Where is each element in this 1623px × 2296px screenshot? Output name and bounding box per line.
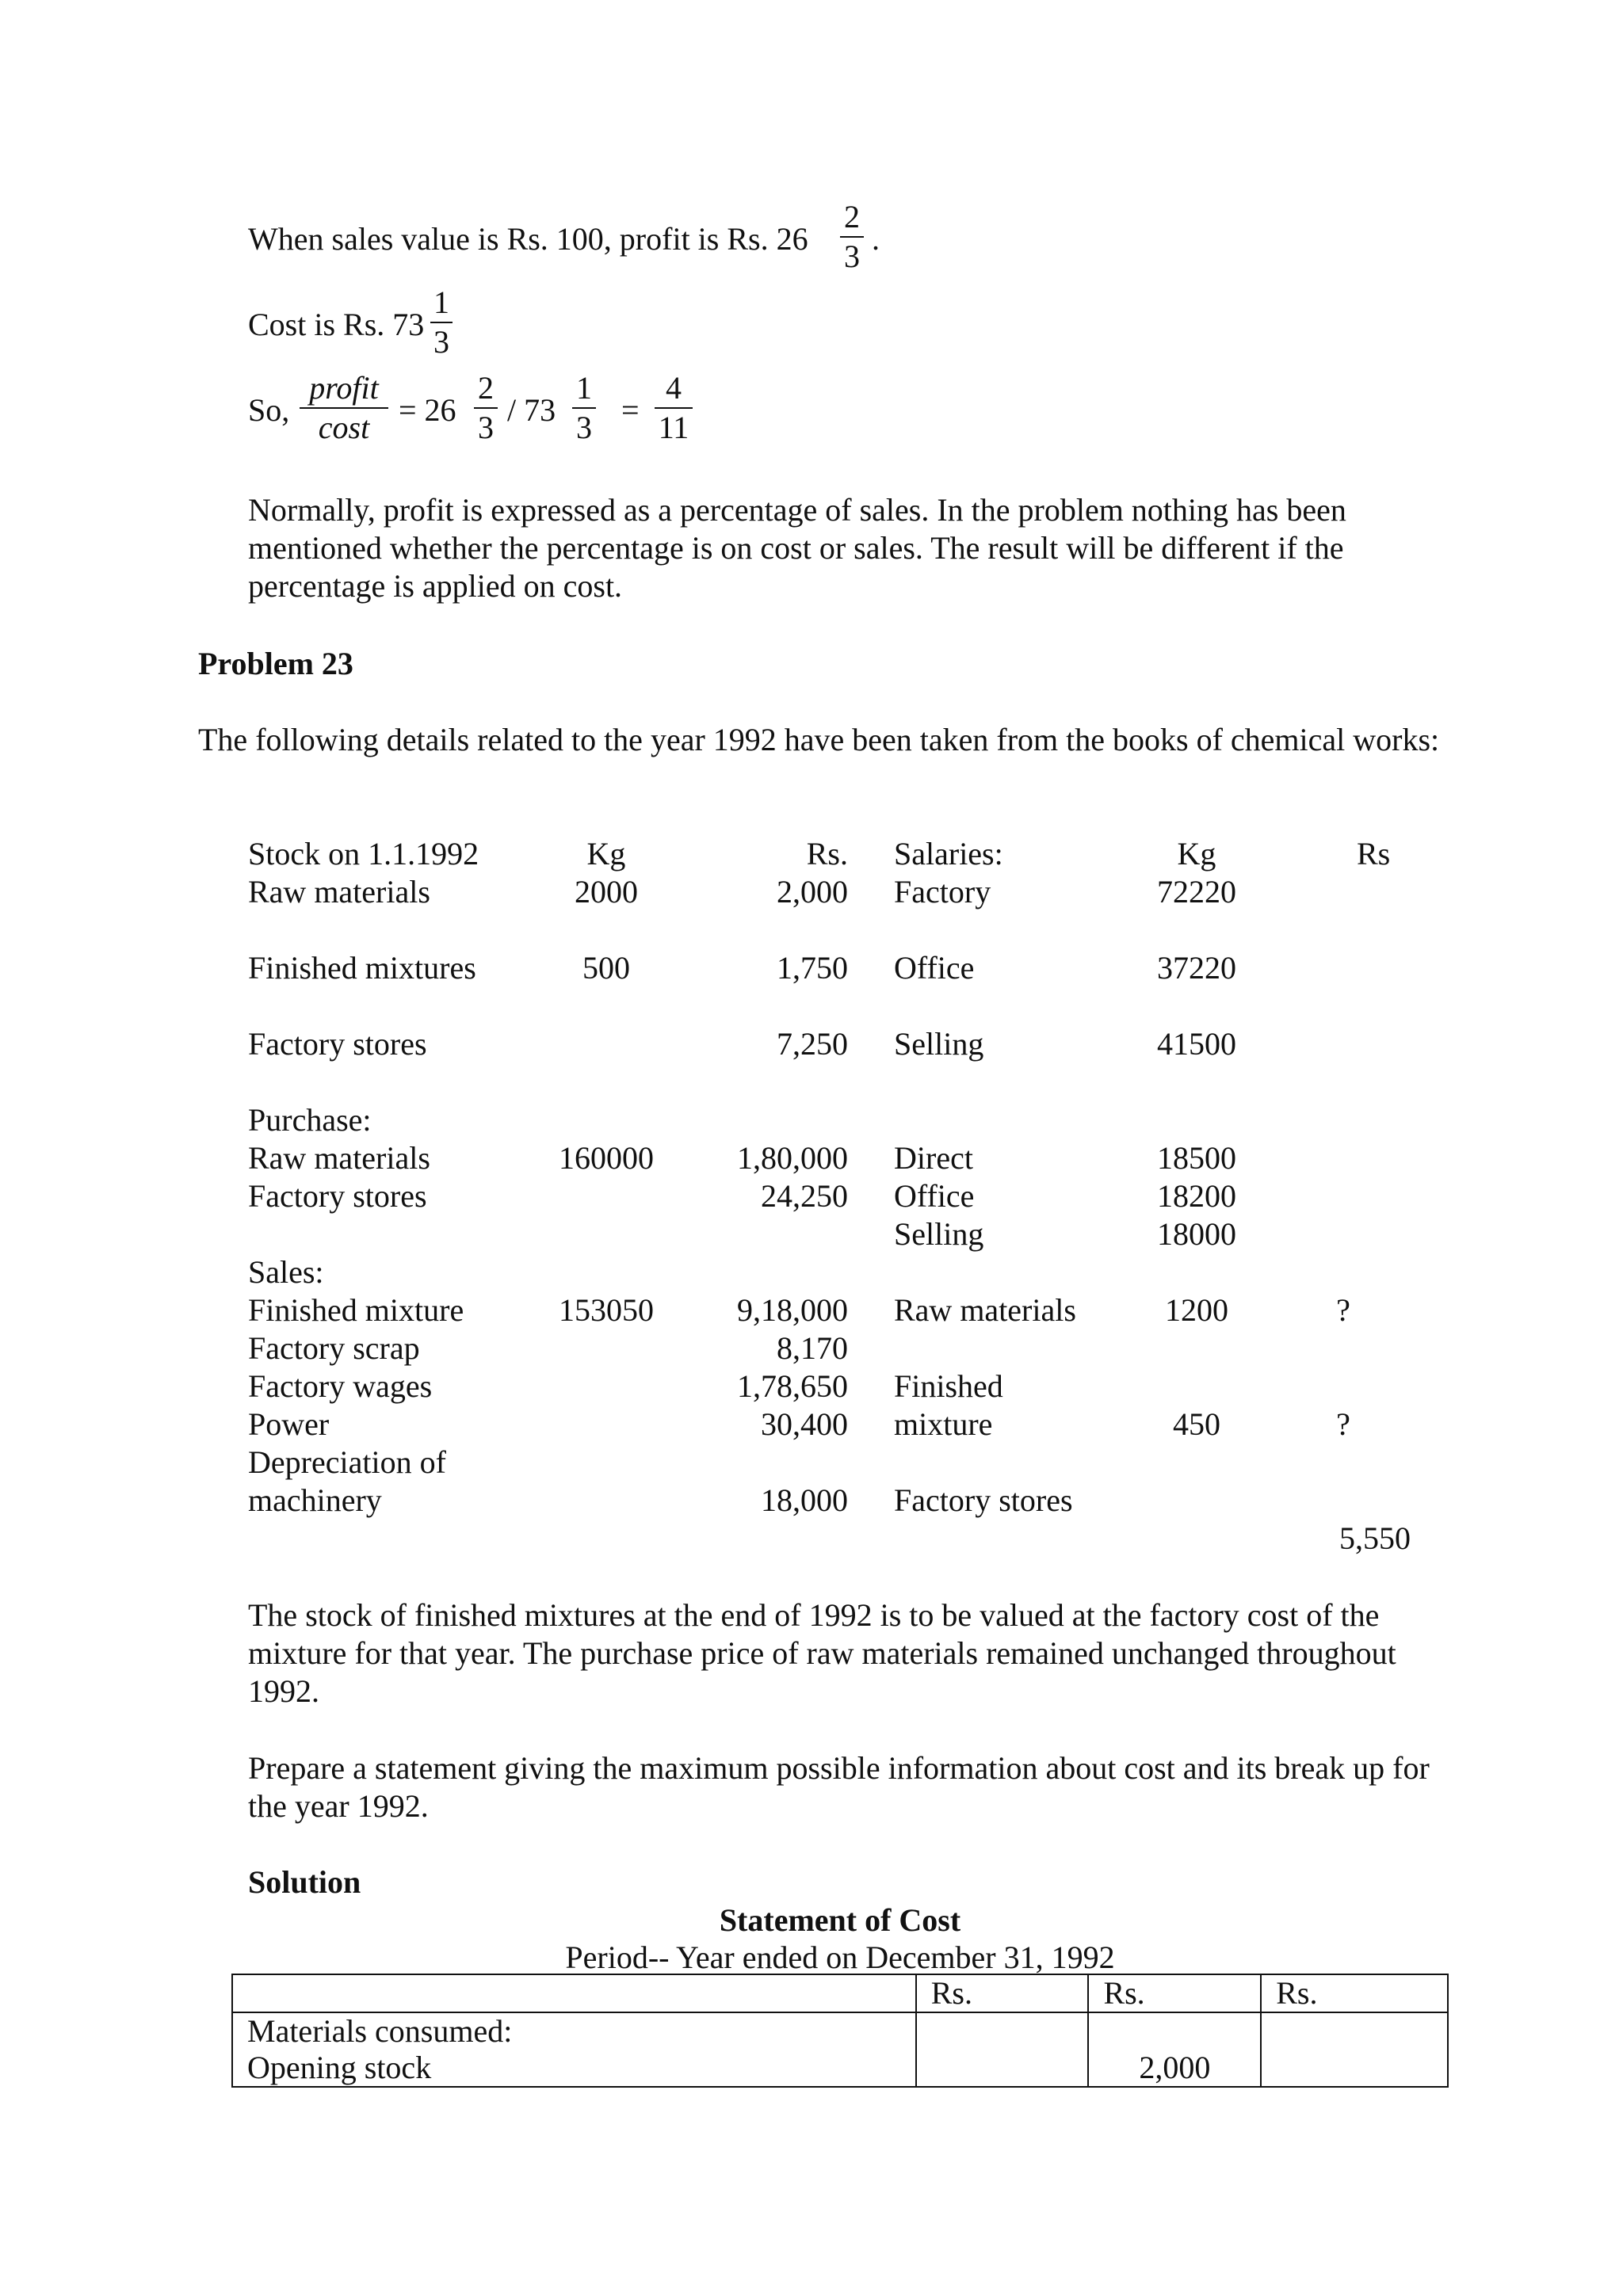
detail-kg: 500: [582, 950, 630, 986]
table-row: [232, 2012, 1448, 2087]
detail-label: Factory wages: [248, 1368, 433, 1404]
detail-kg: 160000: [559, 1140, 654, 1176]
intro-line-1: [248, 220, 808, 258]
fraction-numerator: 4: [666, 370, 682, 406]
so-label: So,: [248, 392, 290, 428]
detail-right-label: mixture: [894, 1406, 993, 1442]
detail-right-kg: 18200: [1157, 1178, 1236, 1214]
materials-cell: [232, 2012, 916, 2087]
detail-right-label: Factory stores: [894, 1482, 1073, 1518]
header-cell-rs-3: Rs.: [1261, 1974, 1448, 2012]
detail-right-rs: ?: [1336, 1292, 1350, 1328]
solution-heading: Solution: [248, 1864, 361, 1900]
fraction-denominator: 11: [658, 410, 689, 445]
detail-right-kg: 37220: [1157, 950, 1236, 986]
detail-rs: 1,750: [777, 950, 848, 986]
detail-label: Power: [248, 1406, 330, 1442]
detail-right-rs: 5,550: [1339, 1520, 1411, 1556]
fraction-denominator: 3: [844, 238, 860, 274]
detail-rs: 7,250: [777, 1026, 848, 1062]
detail-right-rs: ?: [1336, 1406, 1350, 1442]
materials-consumed-label: Materials consumed:: [247, 2013, 513, 2049]
detail-rs: 2,000: [777, 874, 848, 910]
intro-note: Normally, profit is expressed as a percentage of sales. In the problem nothing has been mentioned whether the percentage is on cost or sales. The result will be different if the percentage is applied on cost.: [248, 492, 1346, 604]
detail-right-kg: 450: [1173, 1406, 1220, 1442]
ratio-numerator: profit: [309, 370, 379, 406]
detail-kg: 2000: [575, 874, 638, 910]
paragraph-stock-valuation: The stock of finished mixtures at the end of 1992 is to be valued at the factory cost of the mixture for that year. The purchase price of raw materials remained unchanged throughout 1992.: [248, 1597, 1396, 1709]
detail-right-label: Direct: [894, 1140, 973, 1176]
detail-right-label: Finished: [894, 1368, 1003, 1404]
equals-26: = 26: [399, 392, 456, 428]
salaries-header-rs: Rs: [1357, 836, 1391, 871]
detail-label: Raw materials: [248, 874, 430, 910]
detail-right-kg: 18500: [1157, 1140, 1236, 1176]
detail-rs: 30,400: [761, 1406, 848, 1442]
detail-label: machinery: [248, 1482, 382, 1518]
statement-of-cost-table: [231, 1974, 1449, 2088]
fraction-numerator: 1: [433, 284, 449, 320]
fraction-1-3: [572, 371, 596, 445]
salaries-header-kg: Kg: [1177, 836, 1216, 871]
detail-rs: 1,80,000: [737, 1140, 848, 1176]
header-cell-description: [232, 1974, 916, 2012]
opening-stock-value: 2,000: [1139, 2050, 1211, 2085]
detail-right-kg: 72220: [1157, 874, 1236, 910]
detail-rs: 1,78,650: [737, 1368, 848, 1404]
detail-right-kg: 18000: [1157, 1216, 1236, 1252]
detail-label: Depreciation of: [248, 1444, 446, 1480]
detail-right-kg: 1200: [1165, 1292, 1228, 1328]
detail-rs: 18,000: [761, 1482, 848, 1518]
detail-right-label: Factory: [894, 874, 991, 910]
fraction-numerator: 2: [844, 199, 860, 235]
stock-header-rs: Rs.: [806, 836, 848, 871]
statement-title: Statement of Cost: [719, 1902, 961, 1938]
opening-stock-value-cell: [1088, 2012, 1261, 2087]
detail-right-label: Office: [894, 950, 975, 986]
salaries-header-label: Salaries:: [894, 836, 1003, 871]
detail-right-label: Raw materials: [894, 1292, 1076, 1328]
ratio-denominator: cost: [318, 410, 370, 445]
equals-sign: =: [621, 392, 640, 428]
detail-label: Finished mixture: [248, 1292, 464, 1328]
detail-rs: 8,170: [777, 1330, 848, 1366]
detail-label: Raw materials: [248, 1140, 430, 1176]
slash-73: / 73: [507, 392, 556, 428]
detail-label: Factory stores: [248, 1026, 427, 1062]
empty-cell: [1261, 2012, 1448, 2087]
fraction-2-3: [474, 371, 498, 445]
detail-label: Factory stores: [248, 1178, 427, 1214]
stock-header-label: Stock on 1.1.1992: [248, 836, 479, 871]
fraction-denominator: 3: [576, 410, 592, 445]
detail-rs: 24,250: [761, 1178, 848, 1214]
fraction-numerator: 1: [576, 370, 592, 406]
intro-line-1-period: .: [872, 221, 880, 257]
detail-right-kg: 41500: [1157, 1026, 1236, 1062]
fraction-denominator: 3: [478, 410, 494, 445]
detail-label: Purchase:: [248, 1102, 372, 1138]
opening-stock-label: Opening stock: [247, 2050, 432, 2085]
intro-line-2: Cost is Rs. 73: [248, 307, 425, 342]
statement-subtitle: Period-- Year ended on December 31, 1992: [565, 1939, 1115, 1975]
header-cell-rs-1: Rs.: [916, 1974, 1089, 2012]
detail-right-label: Office: [894, 1178, 975, 1214]
intro-fraction-2-3: [840, 200, 864, 274]
problem-heading: Problem 23: [198, 646, 353, 681]
problem-statement: The following details related to the year 1992 have been taken from the books of chemical works:: [198, 722, 1440, 757]
detail-label: Factory scrap: [248, 1330, 420, 1366]
paragraph-prepare-statement: Prepare a statement giving the maximum possible information about cost and its break up for the year 1992.: [248, 1750, 1430, 1824]
fraction-numerator: 2: [478, 370, 494, 406]
fraction-denominator: 3: [433, 324, 449, 360]
detail-label: Finished mixtures: [248, 950, 476, 986]
stock-header-kg: Kg: [586, 836, 626, 871]
detail-rs: 9,18,000: [737, 1292, 848, 1328]
detail-right-label: Selling: [894, 1216, 984, 1252]
intro-fraction-1-3: [430, 285, 453, 360]
detail-right-label: Selling: [894, 1026, 984, 1062]
table-header-row: [232, 1974, 1448, 2012]
empty-cell: [916, 2012, 1089, 2087]
profit-cost-ratio: [300, 371, 388, 445]
fraction-4-11: [655, 371, 693, 445]
detail-kg: 153050: [559, 1292, 654, 1328]
header-cell-rs-2: Rs.: [1088, 1974, 1261, 2012]
detail-label: Sales:: [248, 1254, 324, 1290]
intro-line-1-text: When sales value is Rs. 100, profit is Rs. 26: [248, 221, 808, 257]
